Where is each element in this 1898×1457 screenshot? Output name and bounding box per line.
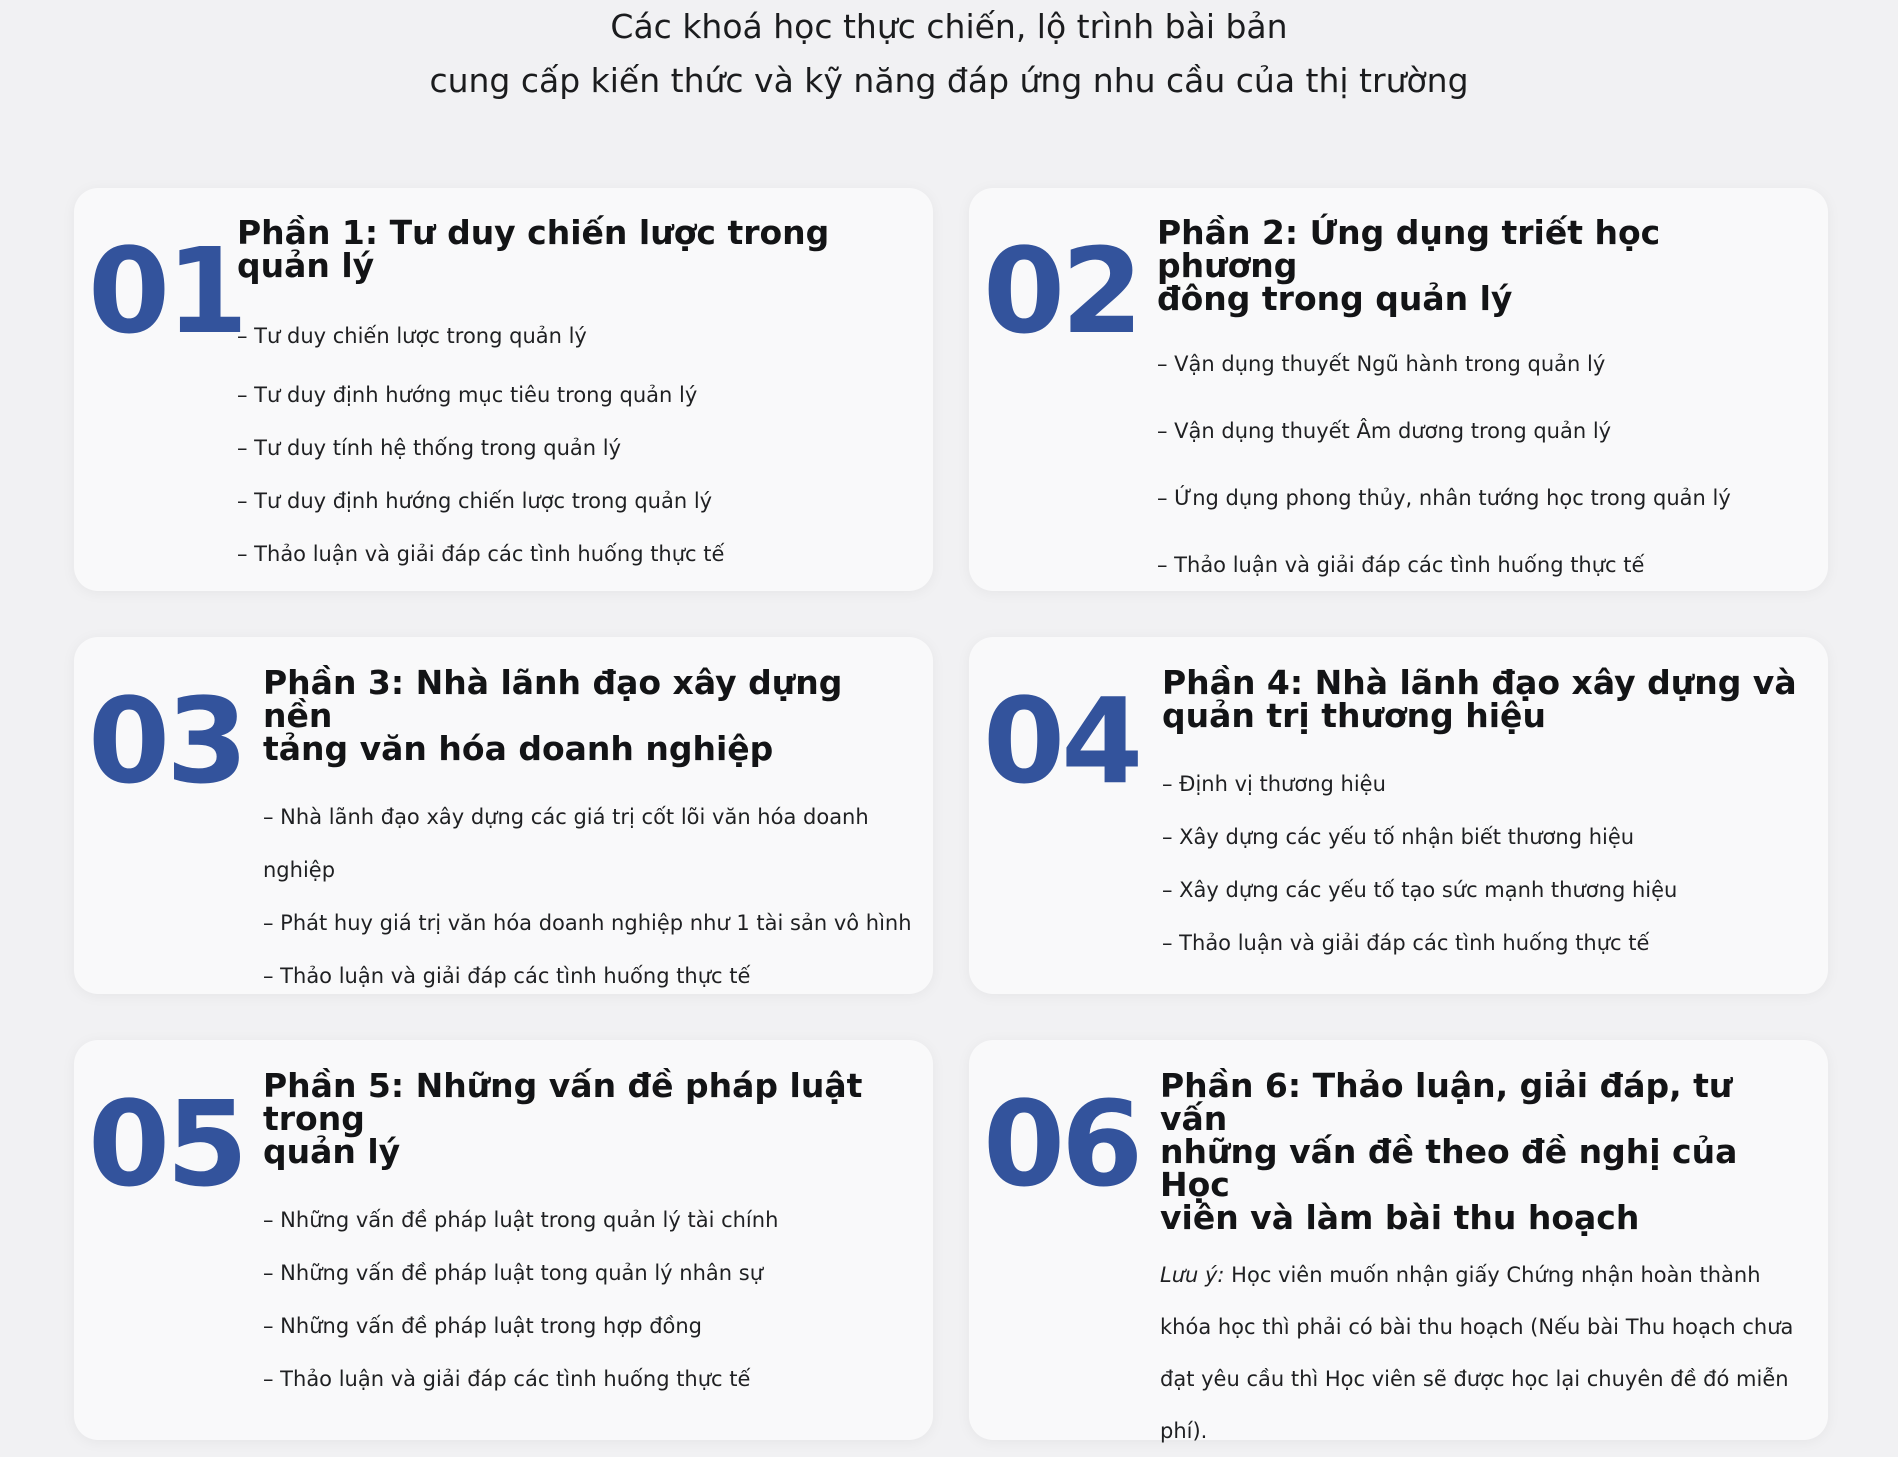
list-item: – Vận dụng thuyết Ngũ hành trong quản lý: [1157, 352, 1606, 376]
module-card-2: [969, 188, 1828, 591]
module-topic-list: [1157, 331, 1804, 599]
list-item: – Nhà lãnh đạo xây dựng các giá trị cốt lõi văn hóa doanh: [263, 805, 869, 829]
list-item: – Xây dựng các yếu tố tạo sức mạnh thương hiệu: [1162, 878, 1678, 902]
list-item: – Tư duy tính hệ thống trong quản lý: [237, 436, 622, 460]
list-item: – Những vấn đề pháp luật trong hợp đồng: [263, 1314, 703, 1338]
note-text: khóa học thì phải có bài thu hoạch (Nếu bài Thu hoạch chưa: [1160, 1315, 1794, 1339]
module-title: Phần 1: Tư duy chiến lược trong quản lý: [237, 213, 830, 285]
list-item: – Ứng dụng phong thủy, nhân tướng học trong quản lý: [1157, 486, 1731, 510]
list-item: – Thảo luận và giải đáp các tình huống thực tế: [263, 1367, 751, 1391]
module-title: Phần 6: Thảo luận, giải đáp, tư vấn những vấn đề theo đề nghị của Học viên và làm bài thu hoạch: [1160, 1066, 1738, 1237]
note-text: phí).: [1160, 1419, 1208, 1443]
list-item: – Vận dụng thuyết Âm dương trong quản lý: [1157, 419, 1612, 443]
module-title: Phần 5: Những vấn đề pháp luật trong quản lý: [263, 1066, 863, 1171]
module-content: [263, 1066, 909, 1406]
list-item: – Những vấn đề pháp luật tong quản lý nhân sự: [263, 1261, 764, 1285]
module-number: 03: [88, 672, 245, 810]
module-number: 02: [983, 222, 1140, 360]
module-content: [237, 213, 909, 581]
module-card-3: [74, 637, 933, 994]
module-number: 04: [983, 672, 1140, 810]
list-item: – Tư duy định hướng chiến lược trong quản lý: [237, 489, 713, 513]
headline-line-2: cung cấp kiến thức và kỹ năng đáp ứng nhu cầu của thị trường: [429, 61, 1469, 100]
module-content: [1162, 663, 1804, 970]
module-number: 06: [983, 1075, 1140, 1213]
list-item: – Xây dựng các yếu tố nhận biết thương hiệu: [1162, 825, 1635, 849]
module-title: Phần 2: Ứng dụng triết học phương đông trong quản lý: [1157, 213, 1661, 318]
list-item: – Tư duy chiến lược trong quản lý: [237, 324, 587, 348]
module-card-1: [74, 188, 933, 591]
module-topic-list: [263, 1194, 909, 1406]
module-topic-list: [237, 303, 909, 581]
list-item: – Tư duy định hướng mục tiêu trong quản lý: [237, 383, 698, 407]
module-card-4: [969, 637, 1828, 994]
module-card-5: [74, 1040, 933, 1440]
section-headline: [0, 0, 1898, 108]
module-number: 05: [88, 1075, 245, 1213]
module-content: [1160, 1066, 1804, 1457]
list-item: nghiệp: [263, 858, 336, 882]
list-item: – Thảo luận và giải đáp các tình huống thực tế: [263, 964, 751, 988]
module-title: Phần 3: Nhà lãnh đạo xây dựng nền tảng văn hóa doanh nghiệp: [263, 663, 843, 768]
list-item: – Thảo luận và giải đáp các tình huống thực tế: [1162, 931, 1650, 955]
list-item: – Định vị thương hiệu: [1162, 772, 1386, 796]
list-item: – Thảo luận và giải đáp các tình huống thực tế: [1157, 553, 1645, 577]
list-item: – Phát huy giá trị văn hóa doanh nghiệp như 1 tài sản vô hình: [263, 911, 912, 935]
module-topic-list: [263, 791, 912, 1003]
module-number: 01: [88, 222, 245, 360]
module-content: [263, 663, 912, 1003]
module-topic-list: [1162, 758, 1804, 970]
headline-line-1: Các khoá học thực chiến, lộ trình bài bản: [610, 7, 1288, 46]
note-text: đạt yêu cầu thì Học viên sẽ được học lại chuyên đề đó miễn: [1160, 1367, 1789, 1391]
list-item: – Thảo luận và giải đáp các tình huống thực tế: [237, 542, 725, 566]
list-item: – Những vấn đề pháp luật trong quản lý tài chính: [263, 1208, 779, 1232]
note-label: Lưu ý:: [1160, 1263, 1225, 1287]
module-content: [1157, 213, 1804, 599]
module-title: Phần 4: Nhà lãnh đạo xây dựng và quản trị thương hiệu: [1162, 663, 1797, 735]
module-card-6: [969, 1040, 1828, 1443]
note-text: Học viên muốn nhận giấy Chứng nhận hoàn thành: [1224, 1263, 1761, 1287]
